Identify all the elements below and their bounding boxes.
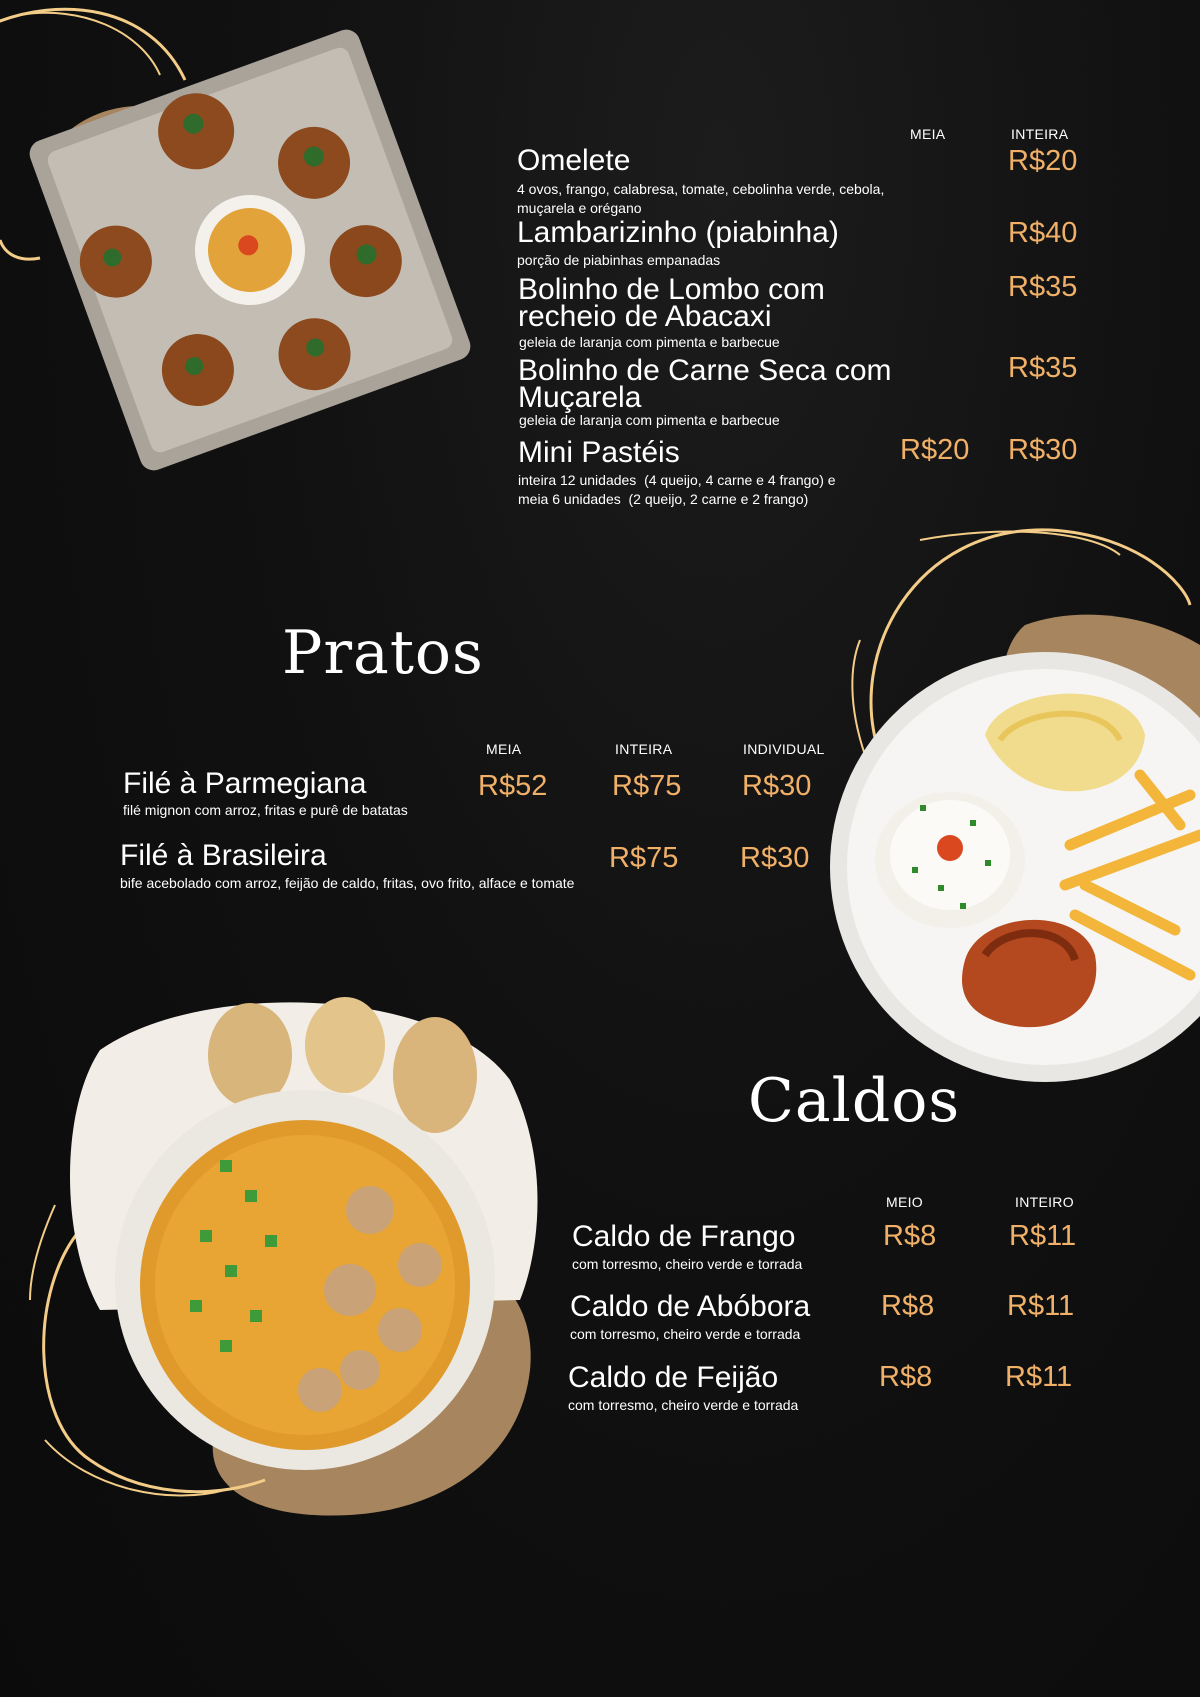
item-description: porção de piabinhas empanadas xyxy=(517,252,721,268)
item-name: Caldo de Feijão xyxy=(568,1361,779,1394)
porcoes-header-inteira: INTEIRA xyxy=(1011,126,1069,142)
item-name: Bolinho de Carne Seca com Muçarela xyxy=(518,354,892,414)
bolinhos-plate-photo xyxy=(0,0,480,480)
price-inteiro: R$11 xyxy=(1009,1220,1077,1252)
price-inteiro: R$11 xyxy=(1007,1290,1075,1322)
price-meio: R$8 xyxy=(879,1361,933,1393)
item-name: Caldo de Abóbora xyxy=(570,1290,811,1323)
price-inteira: R$20 xyxy=(1008,145,1078,177)
price-inteira: R$35 xyxy=(1008,352,1078,384)
pratos-header-meia: MEIA xyxy=(486,741,522,757)
item-description: 4 ovos, frango, calabresa, tomate, cebolinha verde, cebola, muçarela e orégano xyxy=(517,181,885,216)
item-description: com torresmo, cheiro verde e torrada xyxy=(568,1397,799,1413)
caldo-bowl-photo xyxy=(20,990,540,1550)
section-title-pratos: Pratos xyxy=(282,618,484,688)
item-description: geleia de laranja com pimenta e barbecue xyxy=(519,412,780,428)
item-description: geleia de laranja com pimenta e barbecue xyxy=(519,334,780,350)
price-meio: R$8 xyxy=(883,1220,937,1252)
item-description-line2: meia 6 unidades (2 queijo, 2 carne e 2 frango) xyxy=(518,491,809,507)
price-inteiro: R$11 xyxy=(1005,1361,1073,1393)
item-name: Omelete xyxy=(517,144,631,177)
caldos-header-meio: MEIO xyxy=(886,1194,923,1210)
price-inteira: R$40 xyxy=(1008,217,1078,249)
file-parmegiana-plate-photo xyxy=(820,505,1200,1065)
price-inteira: R$35 xyxy=(1008,271,1078,303)
item-name: Mini Pastéis xyxy=(518,436,680,469)
item-description: com torresmo, cheiro verde e torrada xyxy=(572,1256,803,1272)
price-meia: R$20 xyxy=(900,434,970,466)
price-individual: R$30 xyxy=(740,842,810,874)
item-name: Lambarizinho (piabinha) xyxy=(517,216,839,249)
pratos-header-individual: INDIVIDUAL xyxy=(743,741,825,757)
item-name: Filé à Parmegiana xyxy=(123,767,367,800)
section-title-caldos: Caldos xyxy=(748,1066,961,1136)
porcoes-header-meia: MEIA xyxy=(910,126,946,142)
price-inteira: R$75 xyxy=(612,770,682,802)
item-description: com torresmo, cheiro verde e torrada xyxy=(570,1326,801,1342)
price-meia: R$52 xyxy=(478,770,548,802)
item-name: Bolinho de Lombo com recheio de Abacaxi xyxy=(518,273,825,333)
price-individual: R$30 xyxy=(742,770,812,802)
item-description: bife acebolado com arroz, feijão de caldo, fritas, ovo frito, alface e tomate xyxy=(120,875,575,891)
item-name: Filé à Brasileira xyxy=(120,839,327,872)
item-description-line1: inteira 12 unidades (4 queijo, 4 carne e 4 frango) e xyxy=(518,472,836,488)
caldos-header-inteiro: INTEIRO xyxy=(1015,1194,1074,1210)
item-name: Caldo de Frango xyxy=(572,1220,796,1253)
price-meio: R$8 xyxy=(881,1290,935,1322)
pratos-header-inteira: INTEIRA xyxy=(615,741,673,757)
price-inteira: R$30 xyxy=(1008,434,1078,466)
item-description: filé mignon com arroz, fritas e purê de batatas xyxy=(123,802,408,818)
price-inteira: R$75 xyxy=(609,842,679,874)
